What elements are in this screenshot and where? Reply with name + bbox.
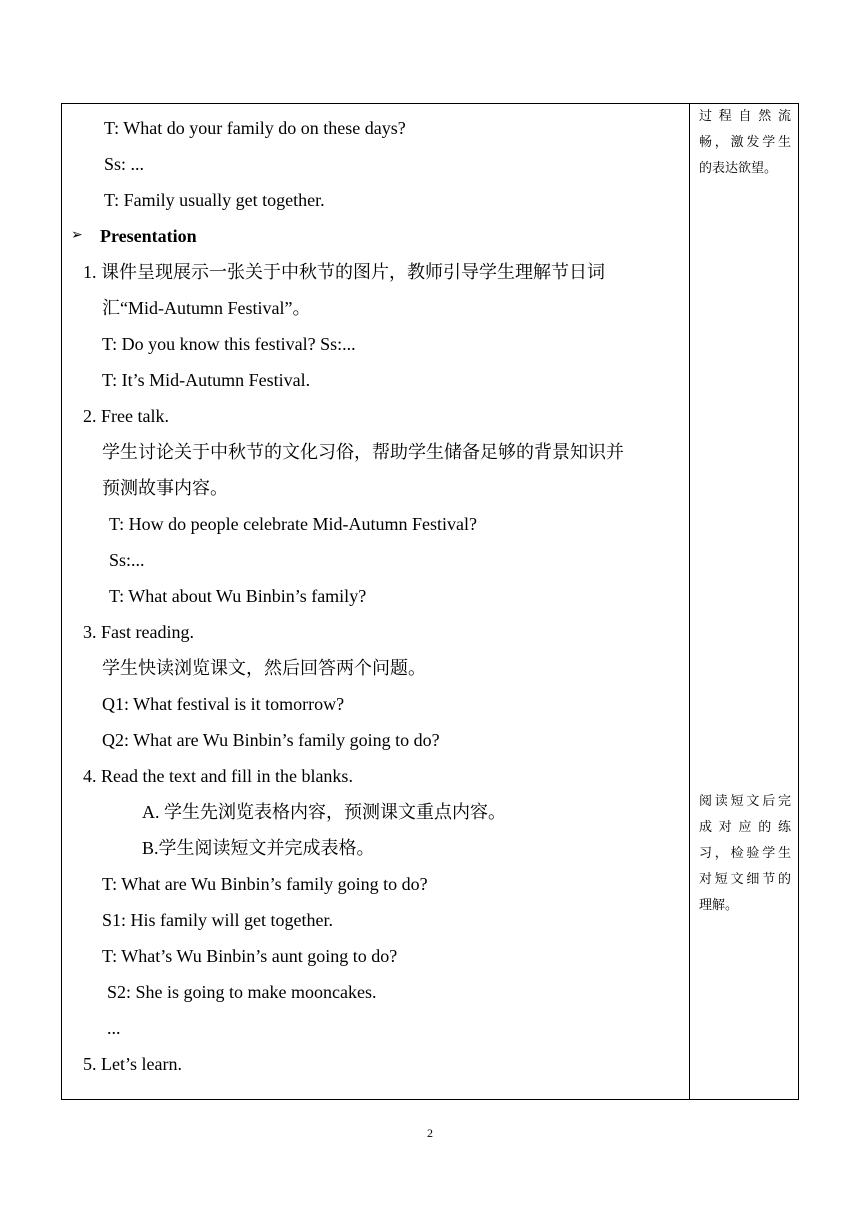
lesson-table [61, 103, 799, 1100]
step-heading: 3. Fast reading. [83, 622, 194, 642]
step-text: 学生快读浏览课文，然后回答两个问题。 [102, 658, 426, 678]
note-line: 成对应的练 [699, 819, 791, 834]
page-number: 2 [427, 1126, 433, 1140]
dialogue-line: Ss: ... [104, 154, 145, 174]
dialogue-line: T: Family usually get together. [104, 190, 325, 210]
dialogue-line: T: What are Wu Binbin’s family going to do? [102, 874, 428, 894]
dialogue-line: S2: She is going to make mooncakes. [107, 982, 377, 1002]
dialogue-line: T: How do people celebrate Mid-Autumn Festival? [109, 514, 478, 534]
dialogue-line: T: What do your family do on these days? [104, 118, 406, 138]
section-heading: Presentation [100, 226, 197, 246]
arrow-bullet-icon: ➢ [71, 228, 83, 243]
note-line: 对短文细节的 [699, 871, 791, 886]
dialogue-line: T: Do you know this festival? Ss:... [102, 334, 356, 354]
step-text: 汇“Mid-Autumn Festival”。 [102, 298, 311, 318]
question-line: Q1: What festival is it tomorrow? [102, 694, 345, 714]
step-text: 学生讨论关于中秋节的文化习俗，帮助学生储备足够的背景知识并 [102, 442, 624, 462]
step-text: 预测故事内容。 [102, 478, 228, 498]
note-line: 理解。 [699, 897, 739, 912]
column-divider [689, 104, 690, 1099]
dialogue-line: S1: His family will get together. [102, 910, 333, 930]
teaching-note [699, 788, 791, 918]
step-heading: 5. Let’s learn. [83, 1054, 182, 1074]
note-line: 的表达欲望。 [699, 160, 778, 175]
ellipsis-line: ... [107, 1018, 121, 1038]
sub-step-text: A. 学生先浏览表格内容，预测课文重点内容。 [142, 802, 506, 822]
step-heading: 4. Read the text and fill in the blanks. [83, 766, 353, 786]
note-line: 阅读短文后完 [699, 793, 791, 808]
note-line: 习，检验学生 [699, 845, 791, 860]
note-line: 畅，激发学生 [699, 134, 791, 149]
note-line: 过程自然流 [699, 108, 791, 123]
sub-step-text: B.学生阅读短文并完成表格。 [142, 838, 375, 858]
step-text: 1. 课件呈现展示一张关于中秋节的图片，教师引导学生理解节日词 [83, 262, 605, 282]
dialogue-line: T: It’s Mid-Autumn Festival. [102, 370, 311, 390]
dialogue-line: T: What about Wu Binbin’s family? [109, 586, 367, 606]
dialogue-line: T: What’s Wu Binbin’s aunt going to do? [102, 946, 398, 966]
question-line: Q2: What are Wu Binbin’s family going to do? [102, 730, 440, 750]
step-heading: 2. Free talk. [83, 406, 169, 426]
teaching-note [699, 103, 791, 181]
dialogue-line: Ss:... [109, 550, 145, 570]
